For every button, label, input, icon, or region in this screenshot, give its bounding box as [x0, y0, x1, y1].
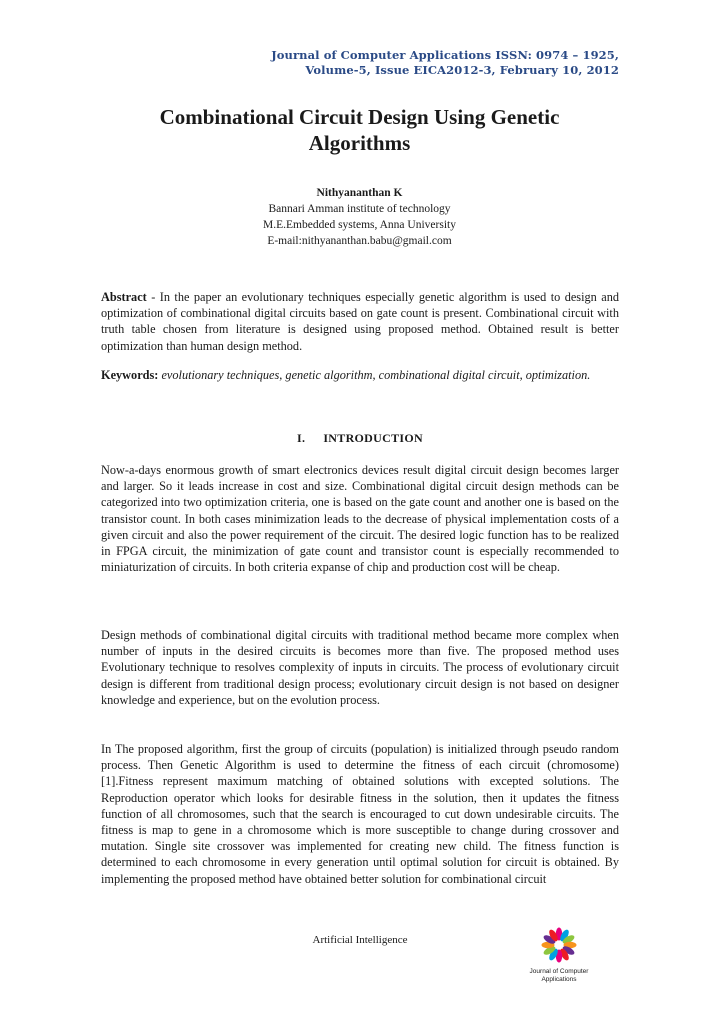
author-affiliation-2: M.E.Embedded systems, Anna University: [263, 219, 456, 231]
logo-text: [520, 968, 598, 984]
author-affiliation-1: Bannari Amman institute of technology: [268, 203, 451, 215]
paper-title-line2: Algorithms: [308, 131, 411, 155]
section-number: I.: [297, 431, 306, 445]
footer-text: Artificial Intelligence: [312, 934, 408, 946]
abstract-label: Abstract: [101, 290, 147, 304]
keywords-label: Keywords:: [101, 368, 159, 382]
logo-text-line2: Applications: [541, 976, 577, 983]
keywords-text: evolutionary techniques, genetic algorithm, combinational digital circuit, optimization.: [158, 368, 591, 382]
paper-title-line1: Combinational Circuit Design Using Genetic: [159, 105, 560, 129]
logo-text-line1: Journal of Computer: [529, 968, 589, 975]
journal-logo: [520, 926, 598, 990]
journal-header: [259, 48, 619, 78]
author-name: Nithyananthan K: [316, 187, 403, 199]
section-title: INTRODUCTION: [323, 431, 423, 445]
keywords: [101, 367, 619, 383]
journal-header-line2: Volume-5, Issue EICA2012-3, February 10, 2012: [305, 63, 619, 77]
paragraph-2: Design methods of combinational digital circuits with traditional method became more complex when number of inputs in the desired circuits is becomes more than five. The proposed method uses Evolutionary technique to resolves complexity of inputs in circuits. The process of evolutionary circuit design is different from traditional design process; evolutionary circuit design is not based on designer knowledge and experience, but on the evolution process.: [101, 628, 619, 707]
author-block: [150, 185, 569, 249]
author-email: E-mail:nithyananthan.babu@gmail.com: [267, 235, 452, 247]
paragraph-1: Now-a-days enormous growth of smart electronics devices result digital circuit design becomes larger and larger. So it leads increase in cost and size. Combinational digital circuit design methods can be categorized into two optimization criteria, one is based on the gate count and another one is based on the transistor count. In both cases minimization leads to the decrease of physical implementation costs of a given circuit and also the power requirement of the circuit. The desired logic function has to be realized in FPGA circuit, the minimization of gate count and transistor count is especially recommended to miniaturization of circuits. In both criteria expanse of chip and production cost will be cheap.: [101, 463, 619, 575]
journal-logo-icon: [540, 926, 578, 964]
abstract-text: - In the paper an evolutionary techniques especially genetic algorithm is used to design and optimization of combinational digital circuits based on gate count is present. Combinational circuit with truth table chosen from literature is designed using proposed method. Obtained result is better optimization than human design method.: [101, 290, 619, 353]
section-heading: [101, 431, 619, 446]
journal-header-line1: Journal of Computer Applications ISSN: 0974 – 1925,: [271, 48, 619, 62]
abstract: [101, 289, 619, 354]
paragraph-3: In The proposed algorithm, first the group of circuits (population) is initialized through pseudo random process. Then Genetic Algorithm is used to determine the fitness of each circuit (chromosome) [1].Fitness represent maximum matching of obtained solutions with excepted solutions. The Reproduction operator which looks for desirable fitness in the solution, then it updates the fitness function of all chromosomes, such that the search is encouraged to cut down undesirable circuits. The fitness is map to gene in a chromosome which is more susceptible to change during crossover and mutation. Single site crossover was implemented for creating new child. The fitness function is determined to each chromosome in every generation until optimal solution for circuit is obtained. By implementing the proposed method have obtained better solution for combinational circuit: [101, 742, 619, 886]
paper-title: [100, 104, 619, 156]
